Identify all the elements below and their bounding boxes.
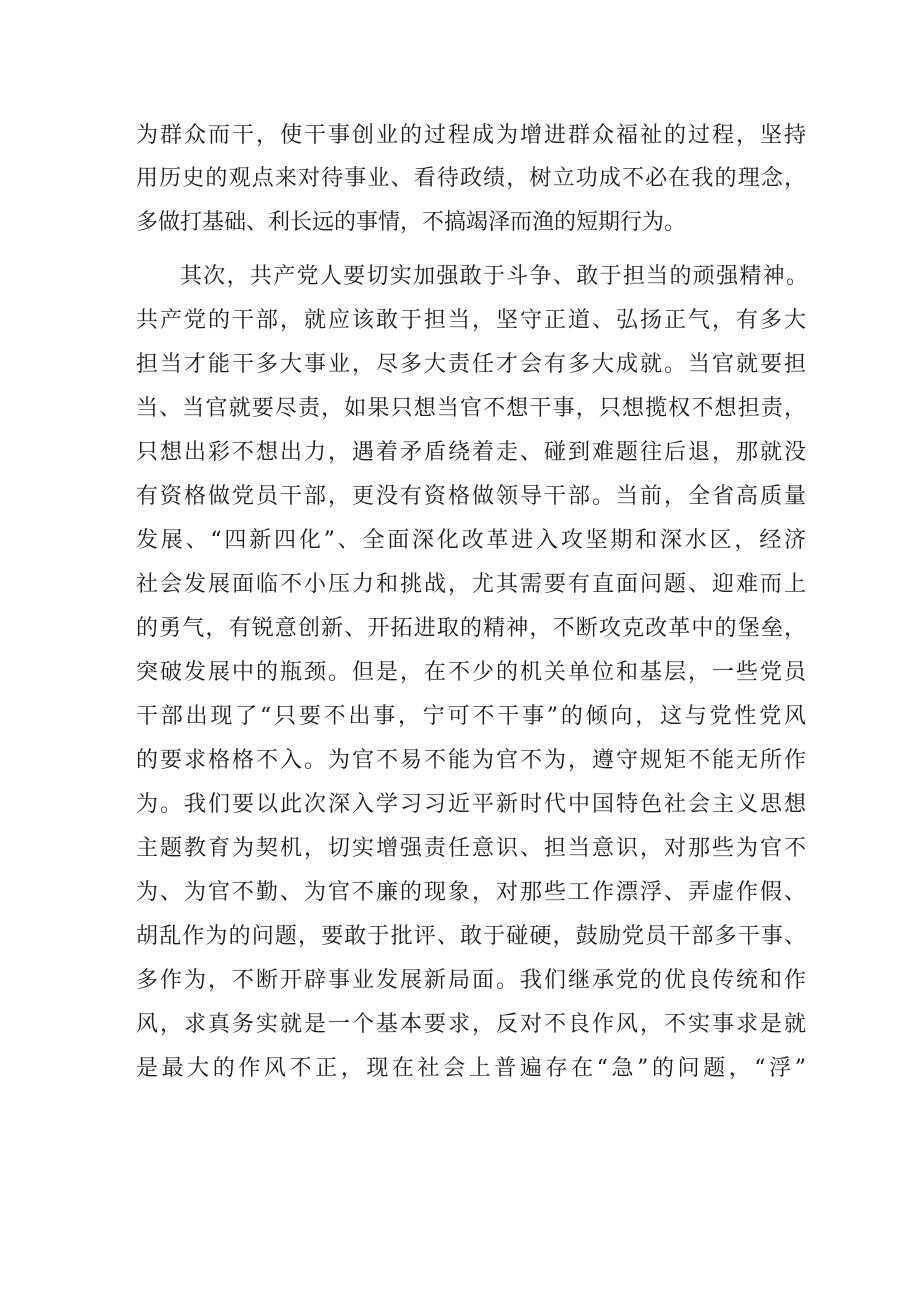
paragraph-2-line-14: 主题教育为契机，切实增强责任意识、担当意识，对那些为官不 [136, 836, 806, 861]
paragraph-2-line-7: 发展、“四新四化”、全面深化改革进入攻坚期和深水区，经济 [136, 528, 806, 553]
paragraph-1-line-1: 为群众而干，使干事创业的过程成为增进群众福祉的过程，坚持 [136, 123, 806, 148]
paragraph-2-line-13: 为。我们要以此次深入学习习近平新时代中国特色社会主义思想 [136, 792, 806, 817]
paragraph-2-line-3: 担当才能干多大事业，尽多大责任才会有多大成就。当官就要担 [136, 352, 806, 377]
paragraph-2-line-1: 其次，共产党人要切实加强敢于斗争、敢于担当的顽强精神。 [180, 264, 808, 289]
paragraph-2-line-18: 风，求真务实就是一个基本要求，反对不良作风，不实事求是就 [136, 1012, 806, 1037]
paragraph-2-line-6: 有资格做党员干部，更没有资格做领导干部。当前，全省高质量 [136, 484, 806, 509]
paragraph-2-line-2: 共产党的干部，就应该敢于担当，坚守正道、弘扬正气，有多大 [136, 308, 806, 333]
paragraph-2-line-16: 胡乱作为的问题，要敢于批评、敢于碰硬，鼓励党员干部多干事、 [136, 924, 806, 949]
paragraph-2-line-12: 的要求格格不入。为官不易不能为官不为，遵守规矩不能无所作 [136, 748, 806, 773]
paragraph-2-line-19: 是最大的作风不正，现在社会上普遍存在“急”的问题，“浮” [136, 1056, 806, 1081]
paragraph-2-line-4: 当、当官就要尽责，如果只想当官不想干事，只想揽权不想担责， [136, 396, 806, 421]
paragraph-2-line-8: 社会发展面临不小压力和挑战，尤其需要有直面问题、迎难而上 [136, 572, 806, 597]
paragraph-2-line-15: 为、为官不勤、为官不廉的现象，对那些工作漂浮、弄虚作假、 [136, 880, 806, 905]
paragraph-2-line-5: 只想出彩不想出力，遇着矛盾绕着走、碰到难题往后退，那就没 [136, 440, 806, 465]
paragraph-2-line-11: 干部出现了“只要不出事，宁可不干事”的倾向，这与党性党风 [136, 704, 806, 729]
paragraph-1-line-3: 多做打基础、利长远的事情，不搞竭泽而渔的短期行为。 [136, 210, 687, 235]
paragraph-2-line-17: 多作为，不断开辟事业发展新局面。我们继承党的优良传统和作 [136, 968, 806, 993]
paragraph-1-line-2: 用历史的观点来对待事业、看待政绩，树立功成不必在我的理念， [136, 166, 806, 191]
paragraph-2-line-9: 的勇气，有锐意创新、开拓进取的精神，不断攻克改革中的堡垒， [136, 616, 806, 641]
paragraph-2-line-10: 突破发展中的瓶颈。但是，在不少的机关单位和基层，一些党员 [136, 660, 806, 685]
